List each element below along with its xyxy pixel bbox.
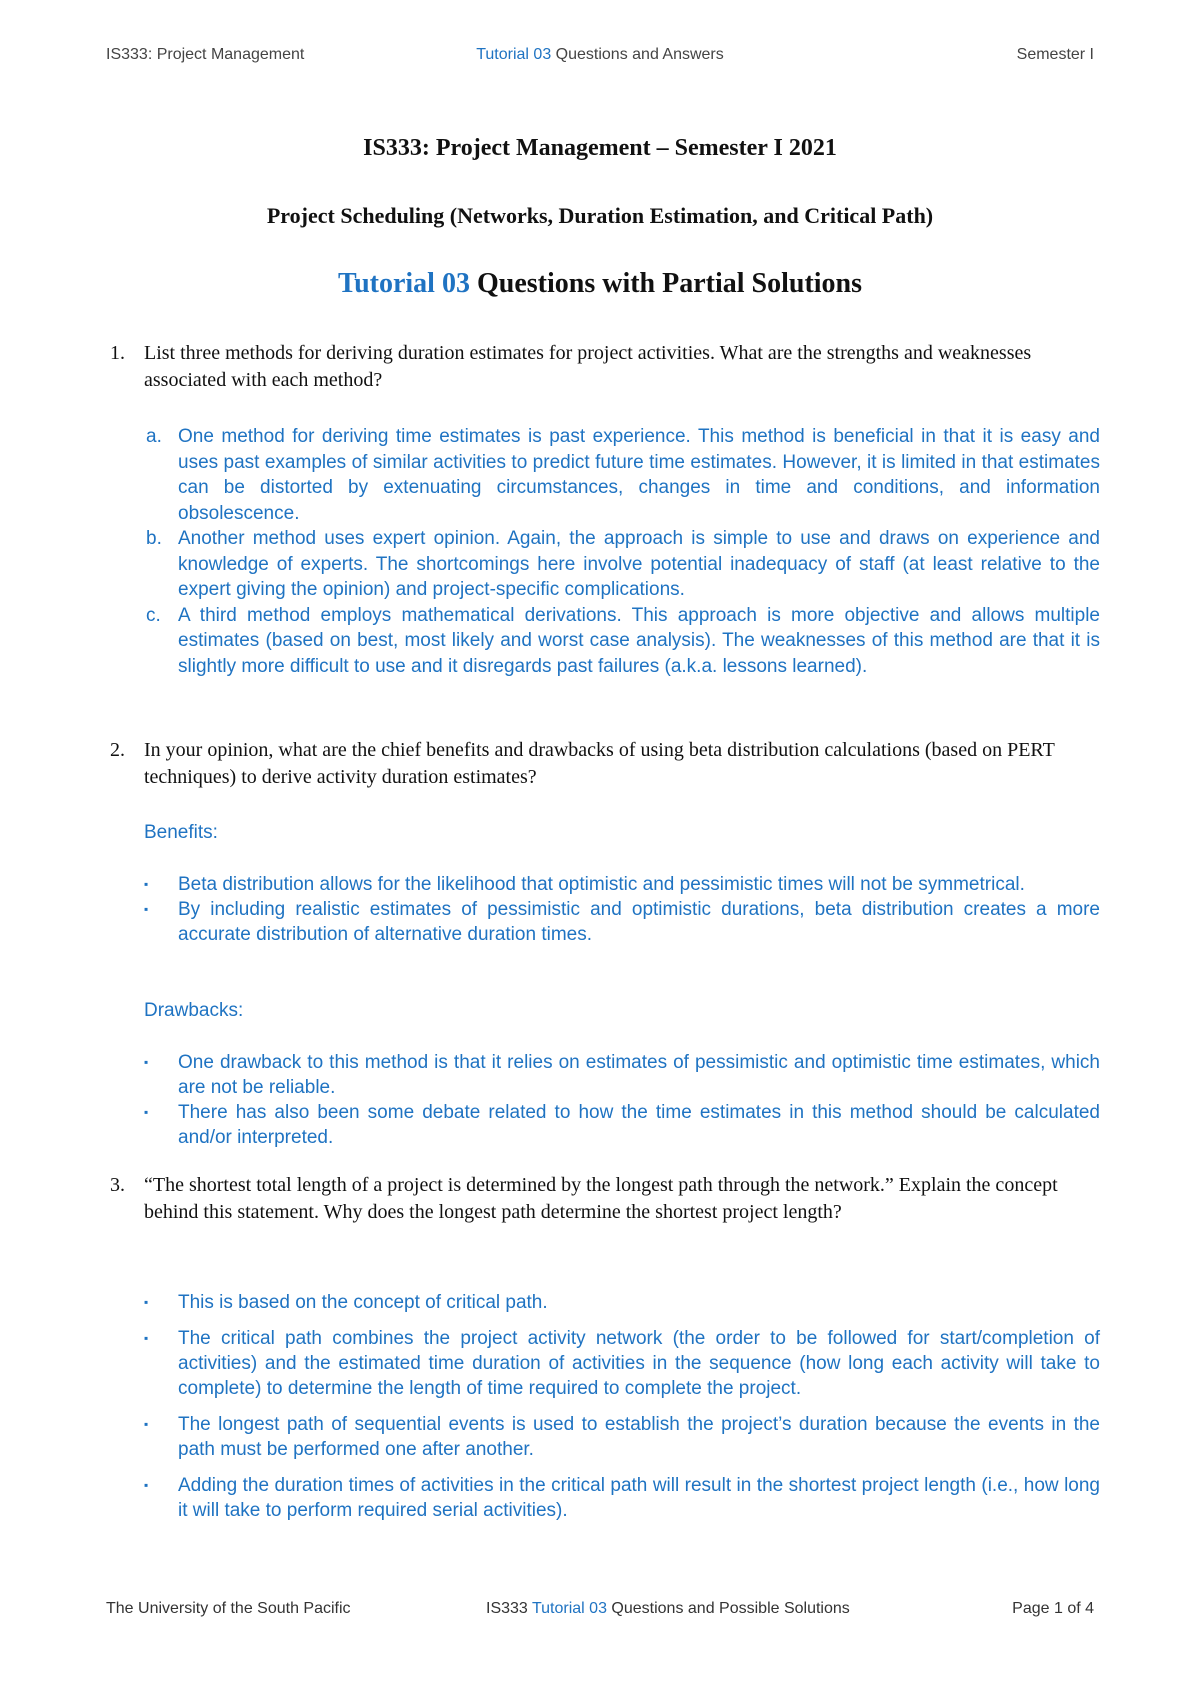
question-text: List three methods for deriving duration estimates for project activities. What are the strengths and weaknesses associated with each method? bbox=[144, 342, 1032, 391]
list-item-text: There has also been some debate related to how the time estimates in this method should be calculated and/or interpreted. bbox=[178, 1102, 1100, 1148]
list-item-text: One drawback to this method is that it relies on estimates of pessimistic and optimistic time estimates, which are not be reliable. bbox=[178, 1052, 1100, 1098]
list-item bbox=[144, 1050, 1100, 1100]
question-number: 3. bbox=[110, 1174, 125, 1196]
footer-university: The University of the South Pacific bbox=[106, 1600, 351, 1617]
benefits-label: Benefits: bbox=[144, 822, 218, 843]
page-number: Page 1 of 4 bbox=[1012, 1600, 1094, 1617]
list-item bbox=[144, 897, 1100, 947]
drawbacks-label: Drawbacks: bbox=[144, 1000, 244, 1021]
question-text: “The shortest total length of a project is determined by the longest path through the network.” Explain the concept behind this statement. Why does the longest path determine the shortest project length? bbox=[144, 1174, 1058, 1223]
answer-label: c. bbox=[146, 604, 161, 626]
footer-course-code: IS333 bbox=[486, 1600, 532, 1617]
bullet-icon: ▪ bbox=[144, 1105, 149, 1119]
tutorial-title bbox=[0, 268, 1200, 300]
answer-item bbox=[146, 424, 1100, 526]
question-number: 1. bbox=[110, 342, 125, 364]
drawbacks-list bbox=[144, 1050, 1100, 1150]
list-item bbox=[144, 872, 1100, 897]
course-title: IS333: Project Management – Semester I 2021 bbox=[363, 135, 837, 161]
page-footer bbox=[106, 1600, 1094, 1624]
list-item-text: Beta distribution allows for the likelihood that optimistic and pessimistic times will not be symmetrical. bbox=[178, 874, 1025, 895]
list-item-text: Adding the duration times of activities in the critical path will result in the shortest project length (i.e., how long it will take to perform required serial activities). bbox=[178, 1475, 1100, 1521]
list-item bbox=[144, 1412, 1100, 1462]
answer-text: A third method employs mathematical derivations. This approach is more objective and allows multiple estimates (based on best, most likely and worst case analysis). The weaknesses of this method are that it is slightly more difficult to use and it disregards past failures (a.k.a. lessons learned). bbox=[178, 604, 1100, 677]
answer-item bbox=[146, 526, 1100, 603]
tutorial-highlight: Tutorial 03 bbox=[337, 268, 470, 299]
bullet-icon: ▪ bbox=[144, 1295, 149, 1309]
tutorial-title-rest: Questions with Partial Solutions bbox=[469, 268, 863, 299]
list-item bbox=[144, 1290, 1100, 1315]
header-tutorial-highlight: Tutorial 03 bbox=[476, 46, 552, 63]
question-number: 2. bbox=[110, 739, 125, 761]
topic-title: Project Scheduling (Networks, Duration Estimation, and Critical Path) bbox=[266, 203, 934, 228]
answer-text: Another method uses expert opinion. Again, the approach is simple to use and draws on experience and knowledge of experts. The shortcomings here involve potential inadequacy of staff (at least relative to the expert giving the opinion) and project-specific complications. bbox=[178, 528, 1100, 600]
question-3-answers bbox=[144, 1290, 1100, 1523]
question-text: In your opinion, what are the chief benefits and drawbacks of using beta distribution calculations (based on PERT techniques) to derive activity duration estimates? bbox=[144, 739, 1055, 788]
bullet-icon: ▪ bbox=[144, 1417, 149, 1431]
question-1-answers bbox=[146, 424, 1100, 679]
answer-label: b. bbox=[146, 528, 162, 549]
footer-title-rest: Questions and Possible Solutions bbox=[606, 1600, 850, 1617]
benefits-list bbox=[144, 872, 1100, 947]
bullet-icon: ▪ bbox=[144, 902, 149, 916]
answer-item bbox=[146, 603, 1100, 680]
list-item bbox=[144, 1100, 1100, 1150]
header-title-rest: Questions and Answers bbox=[551, 46, 724, 63]
question-1 bbox=[110, 340, 1100, 394]
answer-label: a. bbox=[146, 426, 162, 447]
list-item-text: This is based on the concept of critical path. bbox=[178, 1292, 548, 1313]
question-2 bbox=[110, 737, 1100, 791]
header-course: IS333: Project Management bbox=[106, 46, 305, 63]
bullet-icon: ▪ bbox=[144, 1055, 149, 1069]
list-item-text: The critical path combines the project activity network (the order to be followed for start/completion of activities) and the estimated time duration of activities in the sequence (how long each activity will take to complete) to determine the length of time required to complete the project. bbox=[178, 1328, 1100, 1399]
footer-title bbox=[486, 1600, 850, 1618]
header-title bbox=[106, 46, 1094, 64]
question-3 bbox=[110, 1172, 1100, 1226]
page-header bbox=[106, 46, 1094, 70]
answer-text: One method for deriving time estimates is past experience. This method is beneficial in that it is easy and uses past examples of similar activities to predict future time estimates. However, it is limited in that estimates can be distorted by extenuating circumstances, changes in time and conditions, and information obsolescence. bbox=[178, 426, 1100, 524]
header-semester: Semester I bbox=[1016, 46, 1094, 63]
bullet-icon: ▪ bbox=[144, 877, 149, 891]
list-item bbox=[144, 1326, 1100, 1401]
footer-tutorial-highlight: Tutorial 03 bbox=[531, 1600, 607, 1617]
list-item bbox=[144, 1473, 1100, 1523]
list-item-text: By including realistic estimates of pessimistic and optimistic durations, beta distribution creates a more accurate distribution of alternative duration times. bbox=[178, 899, 1100, 945]
bullet-icon: ▪ bbox=[144, 1478, 149, 1492]
bullet-icon: ▪ bbox=[144, 1331, 149, 1345]
list-item-text: The longest path of sequential events is used to establish the project’s duration because the events in the path must be performed one after another. bbox=[178, 1414, 1100, 1460]
